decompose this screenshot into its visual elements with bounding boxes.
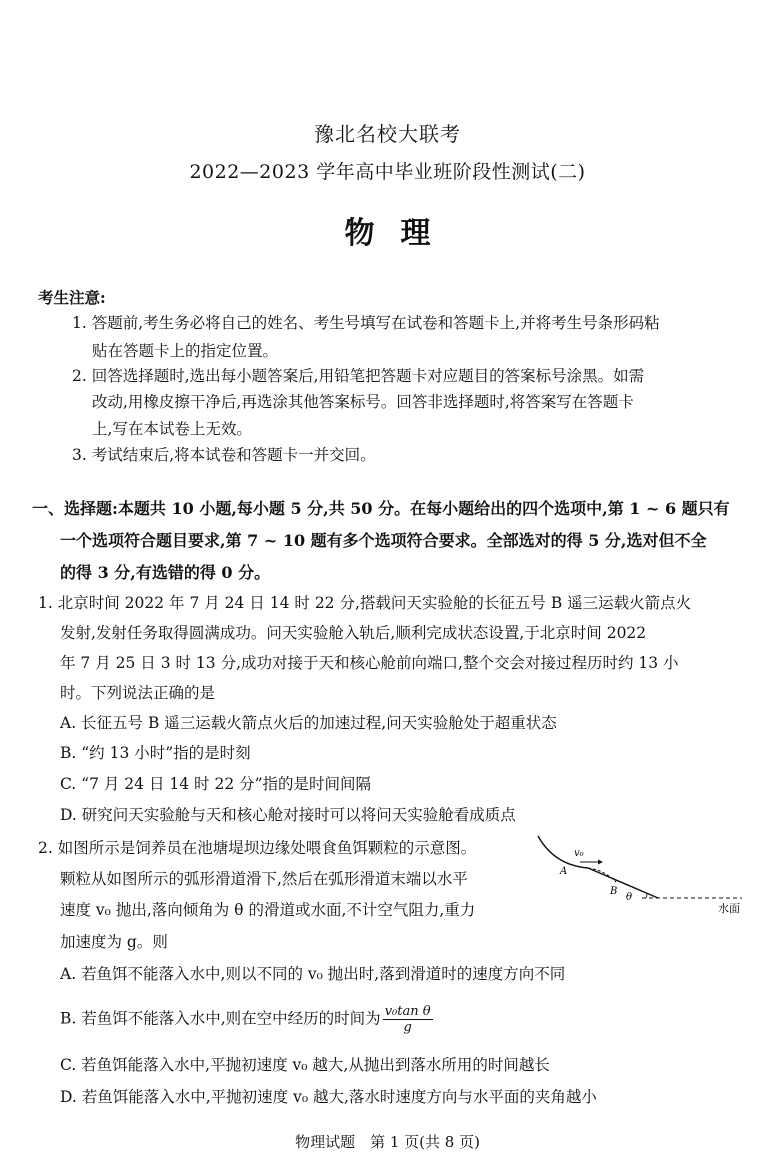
label-b: B <box>610 886 618 897</box>
q1-option-b: B. “约 13 小时”指的是时刻 <box>60 744 251 762</box>
q2-option-c: C. 若鱼饵能落入水中,平抛初速度 v₀ 越大,从抛出到落水所用的时间越长 <box>60 1056 550 1074</box>
q1-stem-line-3: 年 7 月 25 日 3 时 13 分,成功对接于天和核心舱前向端口,整个交会对接过程历时约 13 小 <box>60 654 679 672</box>
subject-title: 物理 <box>344 216 457 251</box>
q1-stem-line-2: 发射,发射任务取得圆满成功。问天实验舱入轨后,顺利完成状态设置,于北京时间 2022 <box>60 624 647 642</box>
notice-item-2-line-3: 上,写在本试卷上无效。 <box>92 420 252 438</box>
q2-stem-line-3: 速度 v₀ 抛出,落向倾角为 θ 的滑道或水面,不计空气阻力,重力 <box>60 901 476 919</box>
section-1-line-3: 的得 3 分,有选错的得 0 分。 <box>60 563 271 582</box>
q2-stem-line-4: 加速度为 g。则 <box>60 933 168 951</box>
notice-item-1-line-1: 1. 答题前,考生务必将自己的姓名、考生号填写在试卷和答题卡上,并将考生号条形码粘 <box>72 314 660 332</box>
label-v0: v₀ <box>574 848 584 859</box>
q2-stem-line-1: 2. 如图所示是饲养员在池塘堤坝边缘处喂食鱼饵颗粒的示意图。 <box>38 839 477 857</box>
notice-item-3-line-1: 3. 考试结束后,将本试卷和答题卡一并交回。 <box>72 446 376 464</box>
page-footer: 物理试题 第 1 页(共 8 页) <box>295 1133 480 1151</box>
q1-option-a: A. 长征五号 B 遥三运载火箭点火后的加速过程,问天实验舱处于超重状态 <box>60 714 557 732</box>
q1-option-d: D. 研究问天实验舱与天和核心舱对接时可以将问天实验舱看成质点 <box>60 806 516 824</box>
q2-option-a: A. 若鱼饵不能落入水中,则以不同的 v₀ 抛出时,落到滑道时的速度方向不同 <box>60 965 566 983</box>
section-1-line-1: 一、选择题:本题共 10 小题,每小题 5 分,共 50 分。在每小题给出的四个选项中,第 1 ~ 6 题只有 <box>32 499 730 518</box>
q2-option-b-fraction <box>383 1004 433 1035</box>
q2-option-d: D. 若鱼饵能落入水中,平抛初速度 v₀ 越大,落水时速度方向与水平面的夹角越小 <box>60 1088 597 1106</box>
q2-option-b-text: B. 若鱼饵不能落入水中,则在空中经历的时间为 <box>60 1009 381 1028</box>
notice-item-2-line-2: 改动,用橡皮擦干净后,再选涂其他答案标号。回答非选择题时,将答案写在答题卡 <box>92 393 634 411</box>
q2-stem-line-2: 颗粒从如图所示的弧形滑道滑下,然后在弧形滑道末端以水平 <box>60 870 468 888</box>
notice-item-1-line-2: 贴在答题卡上的指定位置。 <box>92 342 279 360</box>
notice-item-2-line-1: 2. 回答选择题时,选出每小题答案后,用铅笔把答题卡对应题目的答案标号涂黑。如需 <box>72 367 645 385</box>
fraction-denominator: g <box>403 1020 412 1035</box>
arrowhead-icon <box>598 860 603 865</box>
q1-stem-line-1: 1. 北京时间 2022 年 7 月 24 日 14 时 22 分,搭载问天实验舱的长征五号 B 遥三运载火箭点火 <box>38 594 692 612</box>
notice-heading: 考生注意: <box>38 288 106 307</box>
inclined-slide <box>588 868 658 898</box>
q2-figure <box>530 832 750 922</box>
q1-stem-line-4: 时。下列说法正确的是 <box>60 684 216 702</box>
fraction-numerator: v₀tan θ <box>384 1004 431 1019</box>
exam-title: 2022—2023 学年高中毕业班阶段性测试(二) <box>189 161 586 183</box>
label-water: 水面 <box>718 902 740 915</box>
label-a: A <box>560 866 568 877</box>
q1-option-c: C. “7 月 24 日 14 时 22 分”指的是时间间隔 <box>60 775 372 793</box>
section-1-line-2: 一个选项符合题目要求,第 7 ~ 10 题有多个选项符合要求。全部选对的得 5 分,选对但不全 <box>60 531 707 550</box>
exam-name: 豫北名校大联考 <box>314 122 461 146</box>
label-theta: θ <box>626 892 633 903</box>
q2-option-b <box>60 1004 433 1035</box>
